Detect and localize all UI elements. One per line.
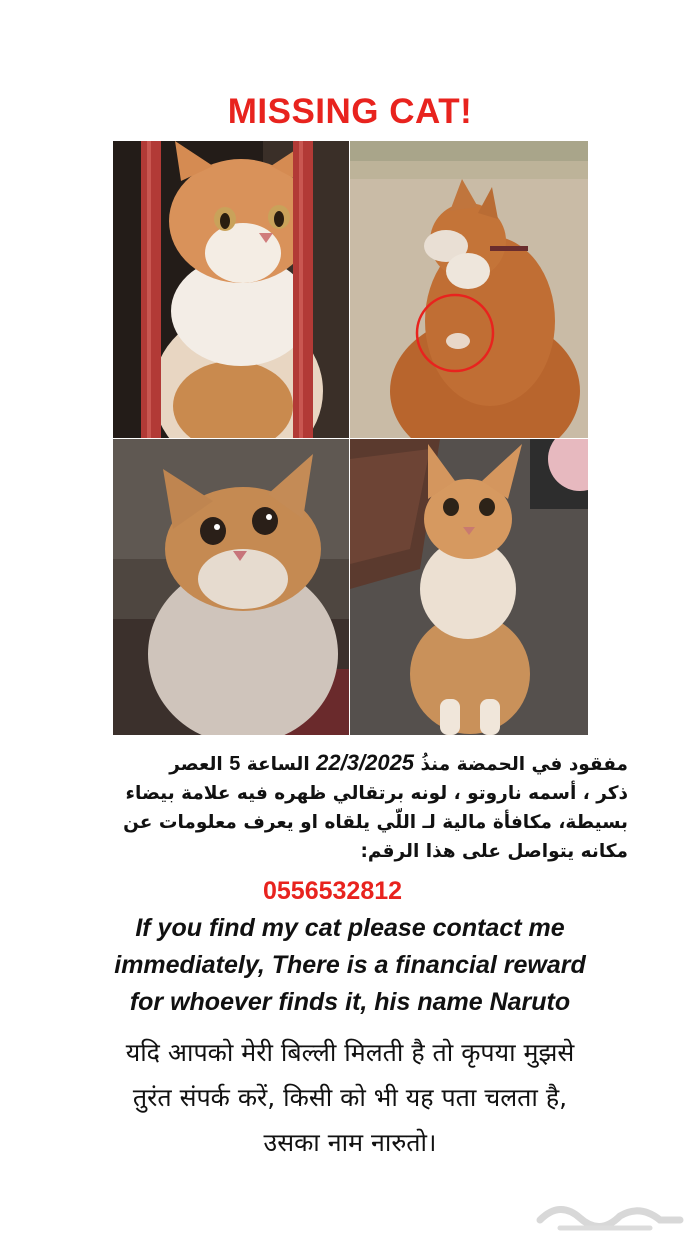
arabic-line-1 [68,748,628,779]
hindi-line-2: तुरंत संपर्क करें, किसी को भी यह पता चलता है, [132,1083,568,1112]
haraj-watermark [530,1190,690,1238]
missing-hour: 5 [229,753,241,775]
photo-cat-sitting [350,439,588,735]
photo-cat-back [350,141,588,438]
english-line-3: for whoever finds it, his name Naruto [129,988,571,1016]
arabic-line-3: بسيطة، مكافأة مالية لـ اللّي يلقاه او يعرف معلومات عن [123,812,628,833]
hindi-line-1: यदि आपको मेरी बिल्ली मिलती है तो कृपया मुझसे [125,1038,575,1067]
english-message [60,910,640,1021]
arabic-line-4: مكانه يتواصل على هذا الرقم: [360,841,628,862]
photo-grid [113,141,588,735]
hindi-message [40,1030,660,1165]
phone-number[interactable]: 0556532812 [263,877,403,905]
arabic-line-2: ذكر ، أسمه ناروتو ، لونه برتقالي ظهره فيه علامة بيضاء [125,783,628,804]
arabic-line-1-suffix: العصر [169,754,223,775]
english-line-1: If you find my cat please contact me [135,914,565,942]
arabic-line-1-mid: الساعة [246,754,310,775]
hindi-line-3: उसका नाम नारुतो। [263,1128,437,1157]
english-line-2: immediately, There is a financial reward [114,951,586,979]
photo-cat-closeup [113,439,349,735]
arabic-description [68,748,628,866]
arabic-line-1-prefix: مفقود في الحمضة منذُ [420,754,628,775]
poster-title: MISSING CAT! [227,92,473,131]
missing-date: 22/3/2025 [316,750,415,775]
photo-cat-front [113,141,349,438]
